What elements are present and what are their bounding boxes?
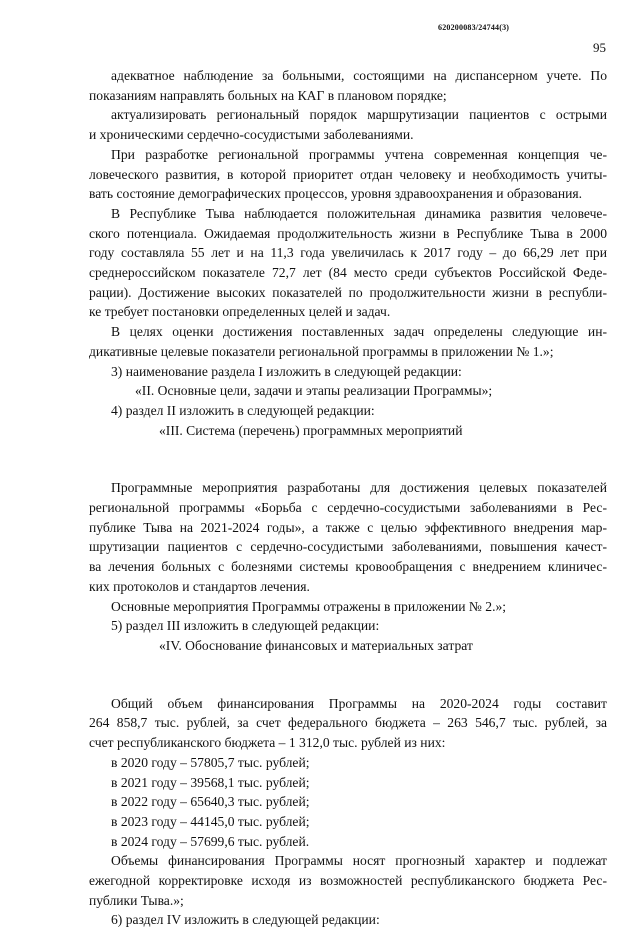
list-item: в 2020 году – 57805,7 тыс. рублей; (111, 754, 310, 770)
text-line: 6) раздел IV изложить в следующей редакции: (111, 912, 380, 928)
text-line: ского потенциала. Ожидаемая продолжительность жизни в Республике Тыва в 2000 (89, 225, 607, 241)
text-line: 3) наименование раздела I изложить в следующей редакции: (111, 363, 462, 379)
text-line: В Республике Тыва наблюдается положительная динамика развития человече- (111, 205, 607, 221)
text-line: ловеческого развития, в которой приоритет отдан человеку и необходимость учиты- (89, 166, 607, 182)
text-line: При разработке региональной программы учтена современная концепция че- (111, 146, 607, 162)
blank-space (89, 656, 607, 694)
text-line: среднероссийском показателе 72,7 лет (84 место среди субъектов Российской Феде- (89, 265, 607, 281)
text-line: 4) раздел II изложить в следующей редакции: (111, 402, 375, 418)
text-line: шрутизации пациентов с сердечно-сосудистыми заболеваниями, повышения качест- (89, 539, 607, 555)
text-line: году составляла 55 лет и на 11,3 года увеличилась к 2017 году – до 66,29 лет при (89, 245, 607, 261)
text-line: публики Тыва.»; (89, 892, 184, 908)
text-line: вать состояние демографических процессов, уровня здравоохранения и образования. (89, 186, 583, 202)
text-line: Общий объем финансирования Программы на 2020-2024 годы составит (111, 695, 607, 711)
list-item: в 2024 году – 57699,6 тыс. рублей. (111, 833, 310, 849)
section-heading: «III. Система (перечень) программных мероприятий (159, 422, 463, 438)
text-line: ва лечения больных с болезнями системы кровообращения с внедрением клиничес- (89, 559, 607, 575)
text-line: и хроническими сердечно-сосудистыми заболеваниями. (89, 127, 414, 143)
text-line: Основные мероприятия Программы отражены в приложении № 2.»; (111, 598, 507, 614)
text-line: ких протоколов и стандартов лечения. (89, 578, 310, 594)
text-line: В целях оценки достижения поставленных задач определены следующие ин- (111, 324, 607, 340)
text-line: показаниям направлять больных на КАГ в плановом порядке; (89, 87, 447, 103)
list-item: в 2021 году – 39568,1 тыс. рублей; (111, 774, 310, 790)
text-line: дикативные целевые показатели региональной программы в приложении № 1.»; (89, 343, 554, 359)
text-line: 5) раздел III изложить в следующей редакции: (111, 618, 380, 634)
document-body (89, 66, 607, 930)
text-line: адекватное наблюдение за больными, состоящими на диспансерном учете. По (111, 68, 607, 83)
section-heading: «IV. Обоснование финансовых и материальных затрат (159, 637, 473, 653)
page-number: 95 (593, 40, 606, 55)
text-line: актуализировать региональный порядок маршрутизации пациентов с острыми (111, 107, 607, 123)
text-line: публике Тыва на 2021-2024 годы», а также с целью эффективного внедрения мар- (89, 519, 607, 535)
list-item: в 2022 году – 65640,3 тыс. рублей; (111, 794, 310, 810)
text-line: ке требует постановки определенных целей и задач. (89, 304, 391, 320)
text-line: ежегодной корректировке исходя из возможностей республиканского бюджета Рес- (89, 873, 607, 889)
text-line: Объемы финансирования Программы носят прогнозный характер и подлежат (111, 853, 607, 869)
text-line: региональной программы «Борьба с сердечно-сосудистыми заболеваниями в Рес- (89, 500, 607, 516)
document-code: 620200083/24744(3) (438, 23, 510, 32)
list-item: в 2023 году – 44145,0 тыс. рублей; (111, 813, 310, 829)
section-heading: «II. Основные цели, задачи и этапы реализации Программы»; (135, 383, 493, 399)
text-line: счет республиканского бюджета – 1 312,0 тыс. рублей из них: (89, 735, 446, 751)
text-line: Программные мероприятия разработаны для достижения целевых показателей (111, 480, 607, 496)
text-line: рации). Достижение высоких показателей по продолжительности жизни в республи- (89, 284, 607, 300)
text-line: 264 858,7 тыс. рублей, за счет федерального бюджета – 263 546,7 тыс. рублей, за (89, 715, 607, 731)
blank-space (89, 440, 607, 478)
